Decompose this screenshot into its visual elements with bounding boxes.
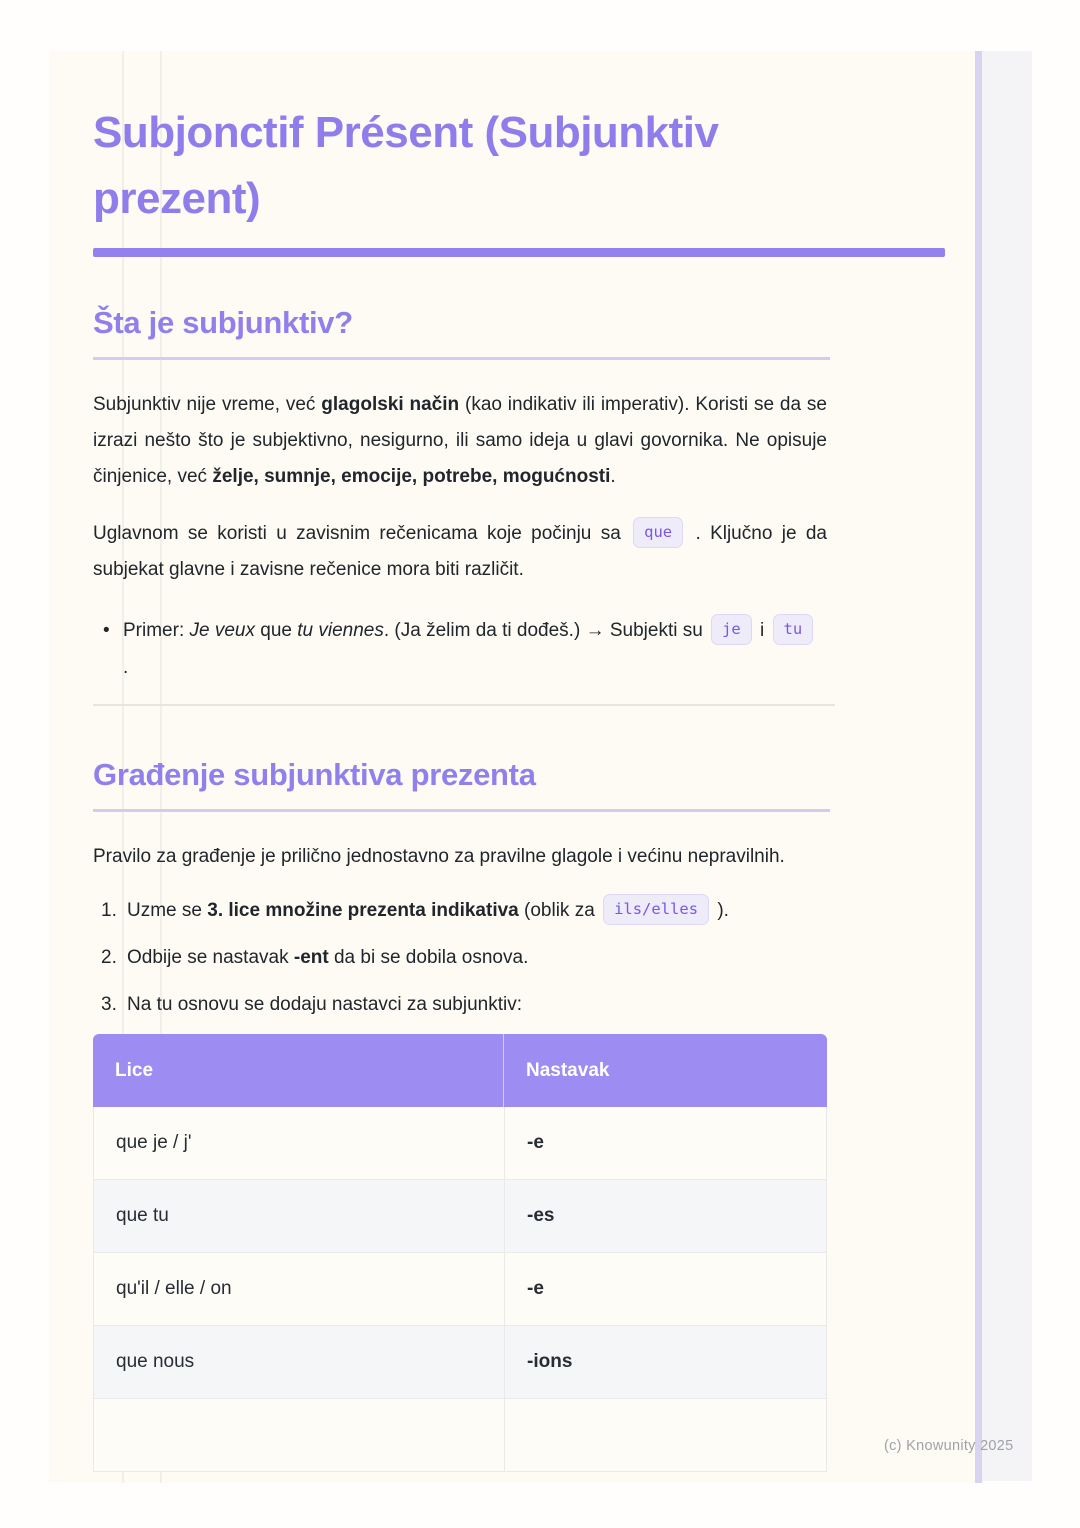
list-item — [93, 893, 827, 929]
text-segment: Na tu osnovu se dodaju nastavci za subjunktiv: — [127, 994, 523, 1015]
text-segment: -ent — [293, 947, 329, 968]
title-divider-rule — [93, 248, 945, 257]
text-segment: Subjunktiv nije vreme, već — [93, 394, 322, 415]
text-segment: tu viennes — [297, 620, 384, 641]
text-segment: 3. lice množine prezenta indikativa — [207, 900, 519, 921]
list-item-text — [127, 987, 827, 1023]
cell-lice: que je / j' — [93, 1107, 504, 1180]
inline-code-chip: ils/elles — [603, 894, 709, 925]
cell-nastavak: -es — [504, 1180, 827, 1253]
cell-nastavak: -ions — [504, 1326, 827, 1399]
content-divider — [93, 704, 835, 706]
section-heading-what-is-subjunctive: Šta je subjunktiv? — [93, 305, 353, 340]
list-item-text — [127, 940, 827, 976]
example-bullet-text — [123, 612, 823, 686]
table-row — [93, 1180, 827, 1253]
inline-code-chip: tu — [773, 614, 814, 645]
list-item — [93, 987, 827, 1023]
header-cell-lice: Lice — [93, 1034, 504, 1107]
table-row — [93, 1253, 827, 1326]
text-segment: Je veux — [189, 620, 255, 641]
side-panel — [982, 51, 1032, 1481]
text-segment: Uzme se — [127, 900, 208, 921]
page-edge-line — [975, 51, 982, 1483]
text-segment: glagolski način — [321, 394, 460, 415]
text-segment: . (Ja želim da ti dođeš.) → Subjekti su — [383, 620, 709, 641]
list-number: 2. — [101, 947, 117, 968]
text-segment: que — [254, 620, 298, 641]
cell-lice: que nous — [93, 1326, 504, 1399]
cell-lice: qu'il / elle / on — [93, 1253, 504, 1326]
list-item-text — [127, 893, 827, 929]
example-bullet-item — [93, 612, 827, 686]
text-segment: . — [610, 466, 616, 487]
page-sheet — [49, 51, 975, 1483]
text-segment: Primer: — [123, 620, 190, 641]
text-segment: želje, sumnje, emocije, potrebe, mogućnosti — [212, 466, 611, 487]
text-segment: . — [123, 657, 129, 678]
table-row — [93, 1326, 827, 1399]
text-segment: Pravilo za građenje je prilično jednostavno za pravilne glagole i većinu nepravilnih. — [93, 846, 785, 867]
text-segment: . Ključno je da subjekat glavne i zavisne rečenice mora biti različit. — [93, 523, 827, 580]
text-segment: i — [754, 620, 770, 641]
cell-nastavak — [504, 1399, 827, 1472]
heading-underline — [93, 357, 830, 360]
cell-nastavak: -e — [504, 1107, 827, 1180]
list-item — [93, 940, 827, 976]
copyright-text: (c) Knowunity 2025 — [884, 1438, 1014, 1454]
page-title: Subjonctif Présent (Subjunktiv prezent) — [93, 108, 719, 223]
cell-lice: que tu — [93, 1180, 504, 1253]
table-row-clipped — [93, 1399, 827, 1472]
heading-underline — [93, 809, 830, 812]
cell-nastavak: -e — [504, 1253, 827, 1326]
list-number: 3. — [101, 994, 117, 1015]
formation-steps-list — [93, 893, 827, 1023]
inline-code-chip: je — [711, 614, 752, 645]
cell-lice — [93, 1399, 504, 1472]
table-row — [93, 1107, 827, 1180]
intro-paragraph — [93, 387, 827, 495]
document-content — [49, 51, 827, 1472]
text-segment: Uglavnom se koristi u zavisnim rečenicama koje počinju sa — [93, 523, 631, 544]
text-segment: (kao indikativ ili imperativ). Koristi se da se izrazi nešto što je subjektivno, nesigurno, ili samo ideja u glavi govornika. Ne opisuje činjenice, već — [93, 394, 827, 487]
que-usage-paragraph — [93, 516, 827, 588]
text-segment: ). — [712, 900, 729, 921]
text-segment: da bi se dobila osnova. — [328, 947, 529, 968]
formation-paragraph — [93, 839, 827, 875]
text-segment: Odbije se nastavak — [127, 947, 294, 968]
list-number: 1. — [101, 900, 117, 921]
table-header-row — [93, 1034, 827, 1107]
section-heading-formation: Građenje subjunktiva prezenta — [93, 757, 536, 792]
header-cell-nastavak: Nastavak — [504, 1034, 827, 1107]
endings-table — [93, 1034, 827, 1472]
inline-code-chip: que — [633, 517, 683, 548]
bullet-marker: • — [103, 620, 110, 641]
text-segment: (oblik za — [518, 900, 601, 921]
